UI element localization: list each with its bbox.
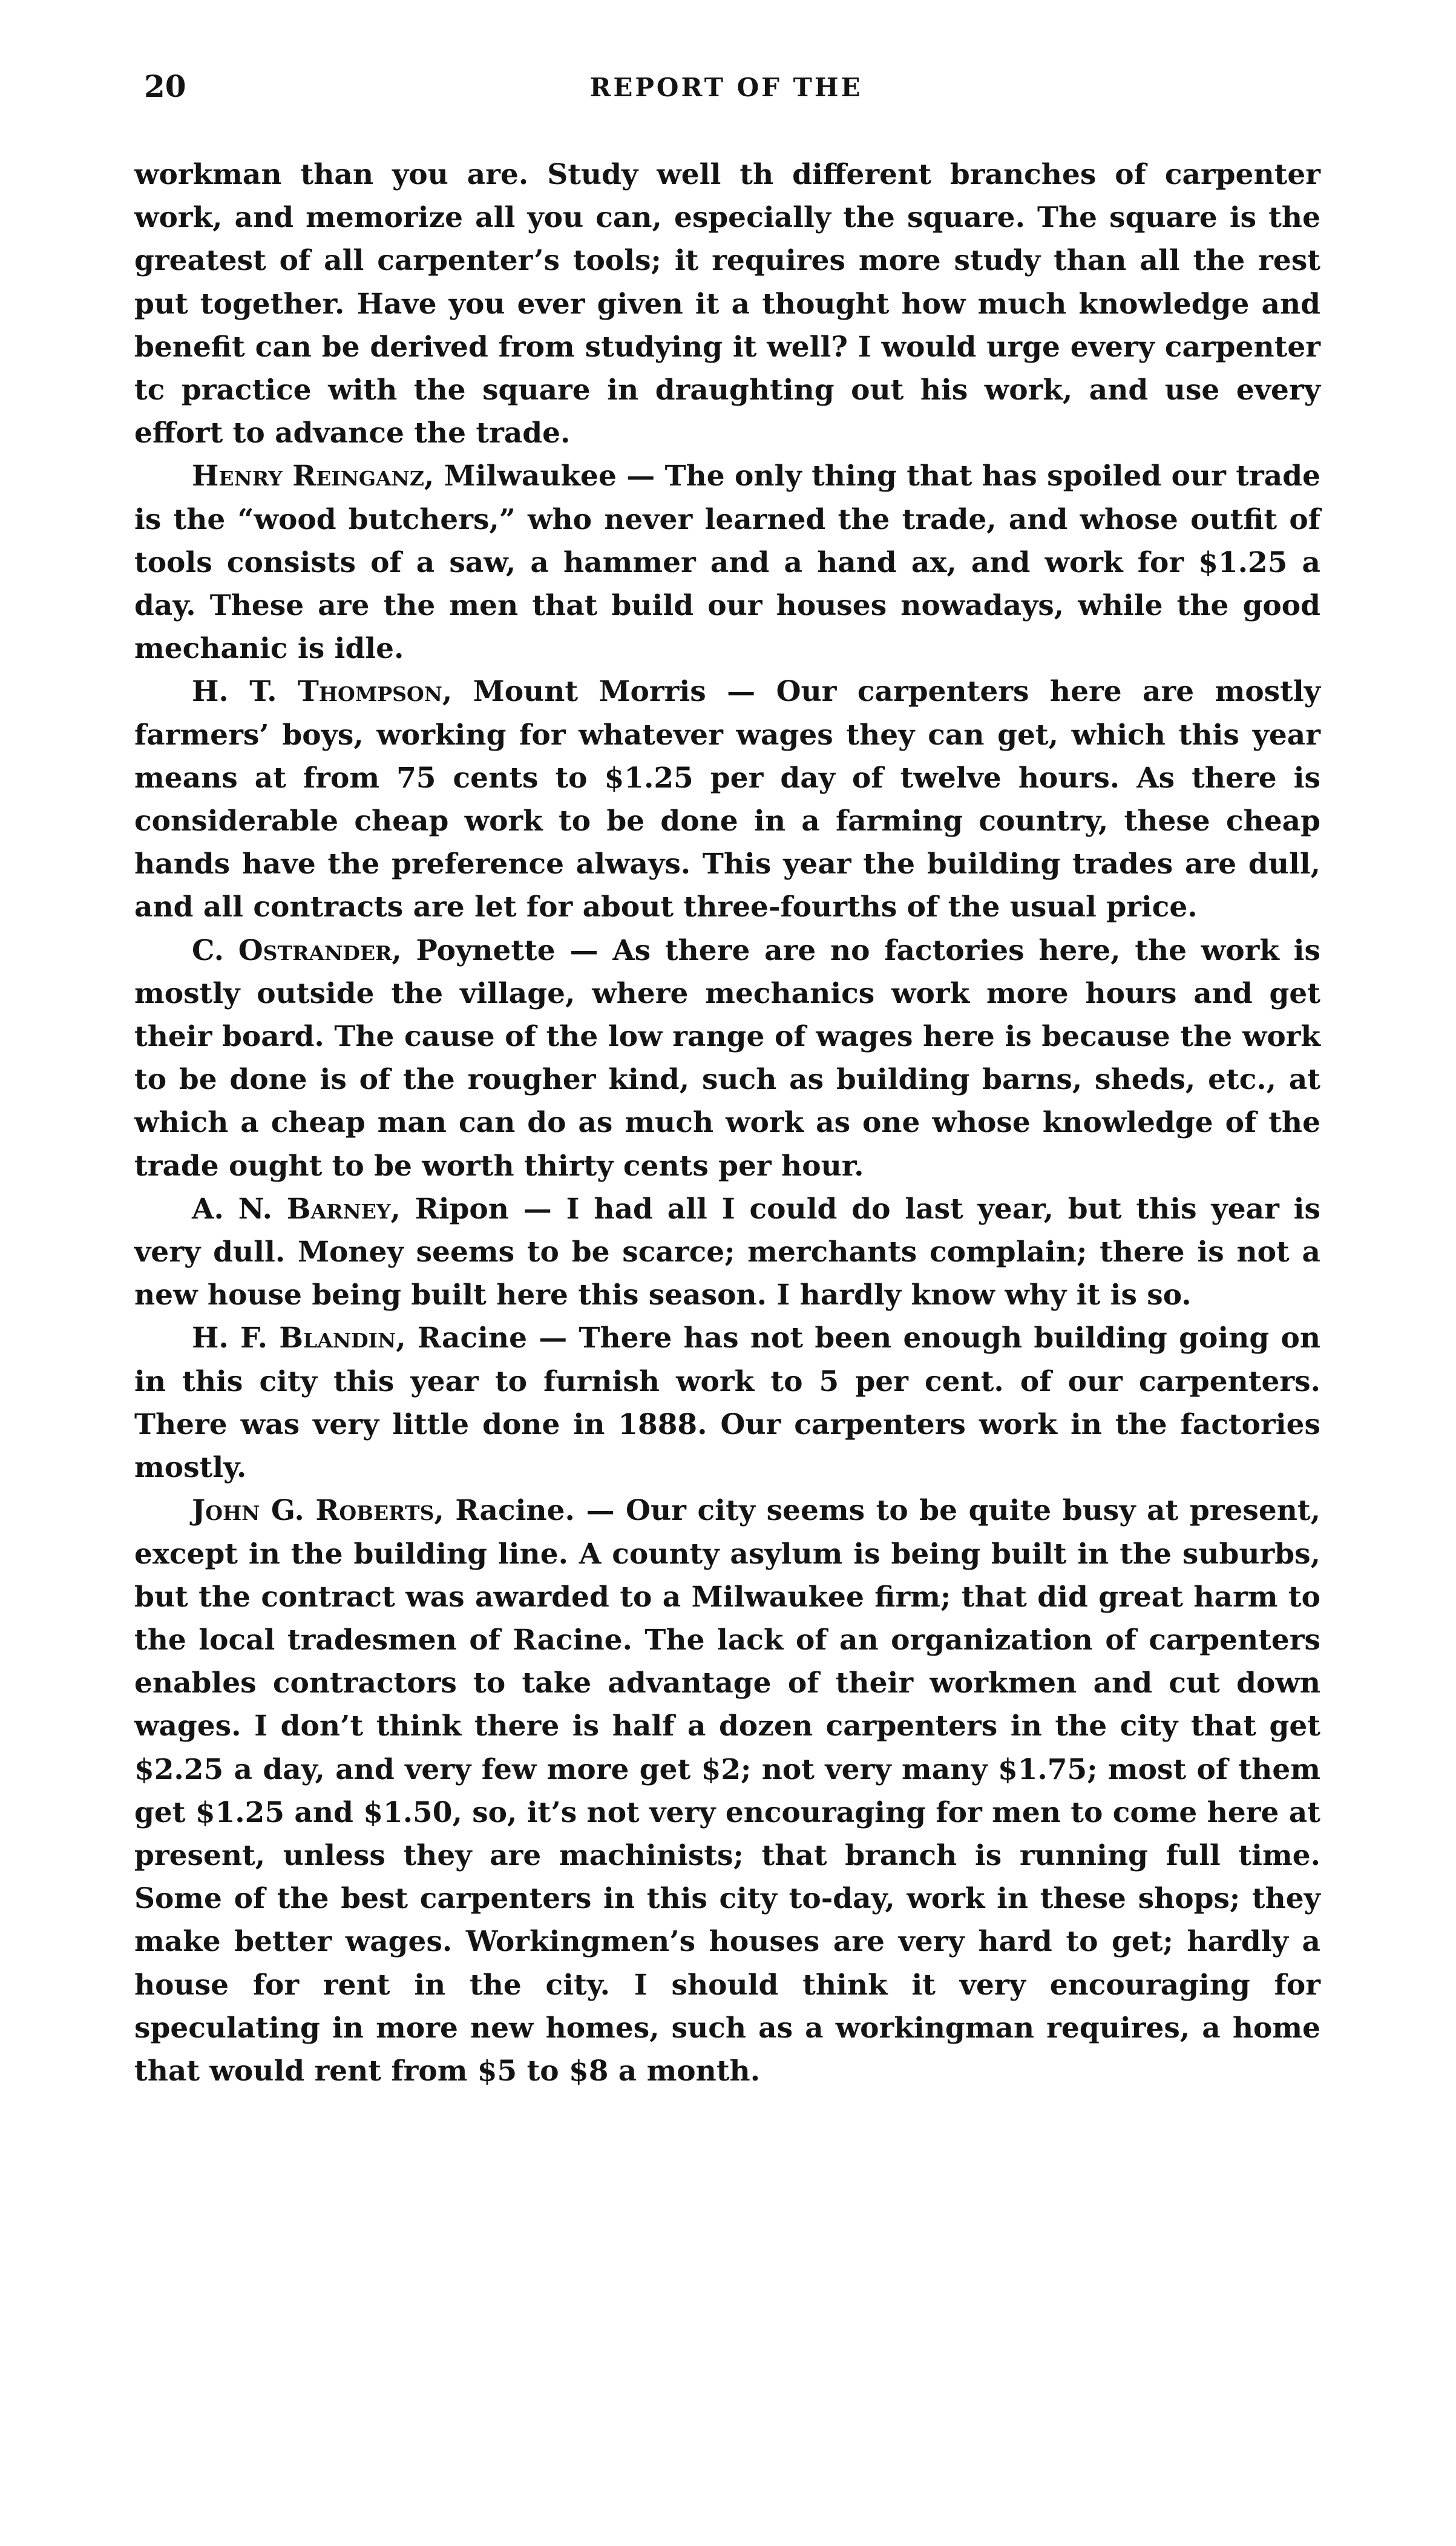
- speaker-name: C. Ostrander,: [192, 933, 402, 967]
- paragraph-text: Racine. — Our city seems to be quite busy at present, except in the building line. A county asylum is being built in the suburbs, but the contract was awarded to a Milwaukee firm; that did great harm to the local tradesmen of Racine. The lack of an organization of carpenters enables contractors to take advantage of their workmen and cut down wages. I don’t think there is half a dozen carpenters in the city that get $2.25 a day, and very few more get $2; not very many $1.75; most of them get $1.25 and $1.50, so, it’s not very encouraging for men to come here at present, unless they are machinists; that branch is running full time. Some of the best carpenters in this city to-day, work in these shops; they make better wages. Workingmen’s houses are very hard to get; hardly a house for rent in the city. I should think it very encouraging for speculating in more new homes, such as a workingman requires, a home that would rent from $5 to $8 a month.: [134, 1494, 1321, 2088]
- paragraph: [134, 929, 1320, 1188]
- paragraph-text: workman than you are. Study well th different branches of carpenter work, and memorize all you can, especially the square. The square is the greatest of all carpenter’s tools; it requires more study than all the rest put together. Have you ever given it a thought how much knowledge and benefit can be derived from studying it well? I would urge every carpenter tc practice with the square in draughting out his work, and use every effort to advance the trade.: [134, 158, 1320, 450]
- speaker-name: H. F. Blandin,: [192, 1321, 406, 1355]
- speaker-name: H. T. Thompson,: [192, 675, 453, 709]
- paragraph: [134, 670, 1320, 929]
- paragraph: [134, 1317, 1320, 1489]
- paragraph: [134, 1188, 1320, 1317]
- paragraph-text: Ripon — I had all I could do last year, but this year is very dull. Money seems to be scarce; merchants complain; there is not a new house being built here this season. I hardly know why it is so.: [134, 1192, 1320, 1312]
- paragraph-text: Racine — There has not been enough building going on in this city this year to furnish work to 5 per cent. of our carpenters. There was very little done in 1888. Our carpenters work in the factories mostly.: [134, 1321, 1320, 1485]
- paragraph-text: Milwaukee — The only thing that has spoiled our trade is the “wood butchers,” who never learned the trade, and whose outfit of tools consists of a saw, a hammer and a hand ax, and work for $1.25 a day. These are the men that build our houses nowadays, while the good mechanic is idle.: [134, 459, 1320, 666]
- running-head: REPORT OF THE: [589, 73, 863, 102]
- speaker-name: John G. Roberts,: [192, 1494, 444, 1528]
- page-number: 20: [144, 68, 186, 104]
- paragraph-text: Mount Morris — Our carpenters here are mostly farmers’ boys, working for whatever wages they can get, which this year means at from 75 cents to $1.25 per day of twelve hours. As there is considerable cheap work to be done in a farming country, these cheap hands have the preference always. This year the building trades are dull, and all contracts are let for about three-fourths of the usual price.: [134, 675, 1321, 924]
- body-text: [134, 153, 1320, 2093]
- paragraph-text: Poynette — As there are no factories here, the work is mostly outside the village, where mechanics work more hours and get their board. The cause of the low range of wages here is because the work to be done is of the rougher kind, such as building barns, sheds, etc., at which a cheap man can do as much work as one whose knowledge of the trade ought to be worth thirty cents per hour.: [134, 933, 1320, 1183]
- speaker-name: A. N. Barney,: [192, 1192, 401, 1226]
- paragraph: [134, 455, 1320, 670]
- speaker-name: Henry Reinganz,: [192, 459, 435, 493]
- paragraph: [134, 1489, 1320, 2093]
- paragraph: [134, 153, 1320, 455]
